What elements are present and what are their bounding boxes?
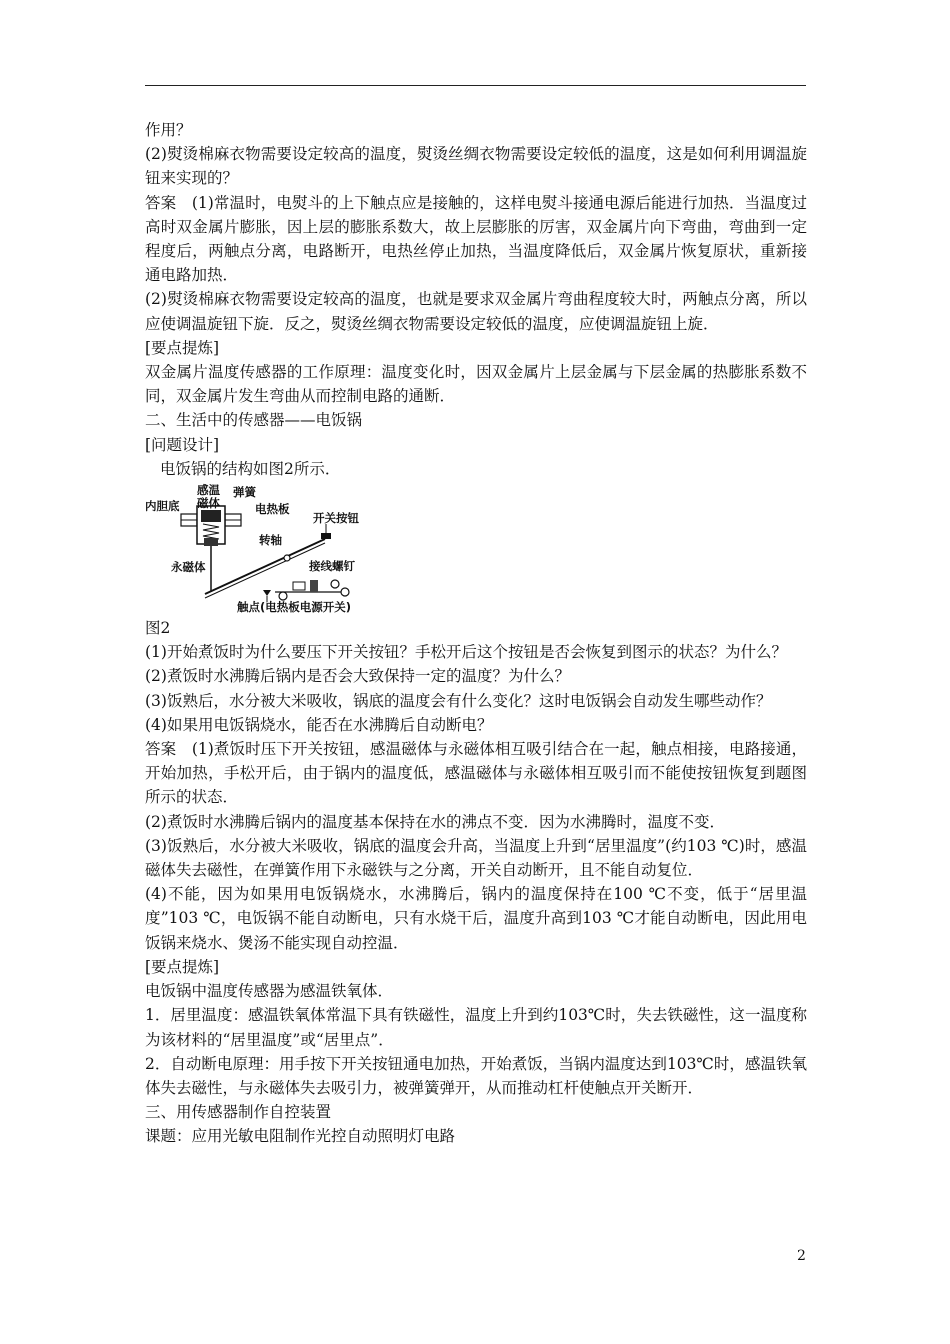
figure-caption: 图2 [145,619,171,638]
paragraph: 2．自动断电原理：用手按下开关按钮通电加热，开始煮饭，当锅内温度达到103℃时，感温铁氧体失去磁性，与永磁体失去吸引力，被弹簧弹开，从而推动杠杆使触点开关断开． [145,1054,807,1097]
question: (3)饭熟后，水分被大米吸收，锅底的温度会有什么变化？这时电饭锅会自动发生哪些动作？ [145,691,772,710]
label-contact: 触点(电热板电源开关) [237,600,352,615]
paragraph: 电饭锅的结构如图2所示． [160,459,341,478]
question: (4)如果用电饭锅烧水，能否在水沸腾后自动断电？ [145,715,493,734]
page-number: 2 [797,1248,806,1264]
paragraph: 课题：应用光敏电阻制作光控自动照明灯电路 [145,1127,456,1146]
rice-cooker-diagram [145,484,385,614]
paragraph: 双金属片温度传感器的工作原理：温度变化时，因双金属片上层金属与下层金属的热膨胀系数不同，双金属片发生弯曲从而控制电路的通断． [145,363,807,406]
paragraph: (3)饭熟后，水分被大米吸收，锅底的温度会升高，当温度上升到“居里温度”(约103 ℃)时，感温磁体失去磁性，在弹簧作用下永磁铁与之分离，开关自动断开，且不能自动复位． [145,836,807,880]
question: (2)煮饭时水沸腾后锅内是否会大致保持一定的温度？为什么？ [145,667,570,686]
label-shaft: 转轴 [259,533,282,548]
paragraph: 1．居里温度：感温铁氧体常温下具有铁磁性，温度上升到约103℃时，失去铁磁性，这一温度称为该材料的“居里温度”或“居里点”． [145,1006,807,1049]
section-heading: 三、用传感器制作自控装置 [145,1103,332,1122]
section-heading: 二、生活中的传感器——电饭锅 [145,411,363,430]
label-switch-button: 开关按钮 [313,511,359,526]
page-body [145,118,807,1149]
paragraph: (2)熨烫棉麻衣物需要设定较高的温度，也就是要求双金属片弯曲程度较大时，两触点分离，所以应使调温旋钮下旋．反之，熨烫丝绸衣物需要设定较低的温度，应使调温旋钮上旋． [145,290,807,333]
paragraph: (2)熨烫棉麻衣物需要设定较高的温度，熨烫丝绸衣物需要设定较低的温度，这是如何利用调温旋钮来实现的？ [145,145,807,188]
label-thermo-magnet: 感温磁体 [197,483,220,511]
label-inner-bottom: 内胆底 [145,499,180,514]
paragraph: 作用？ [145,121,192,139]
section-tag: [问题设计] [145,435,220,454]
answer-paragraph: 答案 (1)常温时，电熨斗的上下触点应是接触的，这样电熨斗接通电源后能进行加热．当温度过高时双金属片膨胀，因上层的膨胀系数大，故上层膨胀的厉害，双金属片向下弯曲，弯曲到一定程度后，两触点分离，电路断开，电热丝停止加热，当温度降低后，双金属片恢复原状，重新接通电路加热． [145,193,807,285]
label-terminal-screw: 接线螺钉 [309,559,355,574]
paragraph: 电饭锅中温度传感器为感温铁氧体． [145,982,394,1001]
label-spring: 弹簧 [233,485,256,500]
label-permanent-magnet: 永磁体 [171,560,206,575]
question: (1)开始煮饭时为什么要压下开关按钮？手松开后这个按钮是否会恢复到图示的状态？为什么？ [145,643,787,662]
answer-paragraph: 答案 (1)煮饭时压下开关按钮，感温磁体与永磁体相互吸引结合在一起，触点相接，电路接通，开始加热，手松开后，由于锅内的温度低，感温磁体与永磁体相互吸引而不能使按钮恢复到题图所示的状态． [145,740,807,807]
section-tag: [要点提炼] [145,957,220,976]
label-heater-plate: 电热板 [255,502,290,517]
section-tag: [要点提炼] [145,338,220,357]
paragraph: (2)煮饭时水沸腾后锅内的温度基本保持在水的沸点不变．因为水沸腾时，温度不变． [145,812,725,831]
paragraph: (4)不能，因为如果用电饭锅烧水，水沸腾后，锅内的温度保持在100 ℃不变，低于“居里温度”103 ℃，电饭锅不能自动断电，只有水烧干后，温度升高到103 ℃才能自动断电，因此用电饭锅来烧水、煲汤不能实现自动控温． [145,885,807,952]
header-rule [145,85,806,86]
